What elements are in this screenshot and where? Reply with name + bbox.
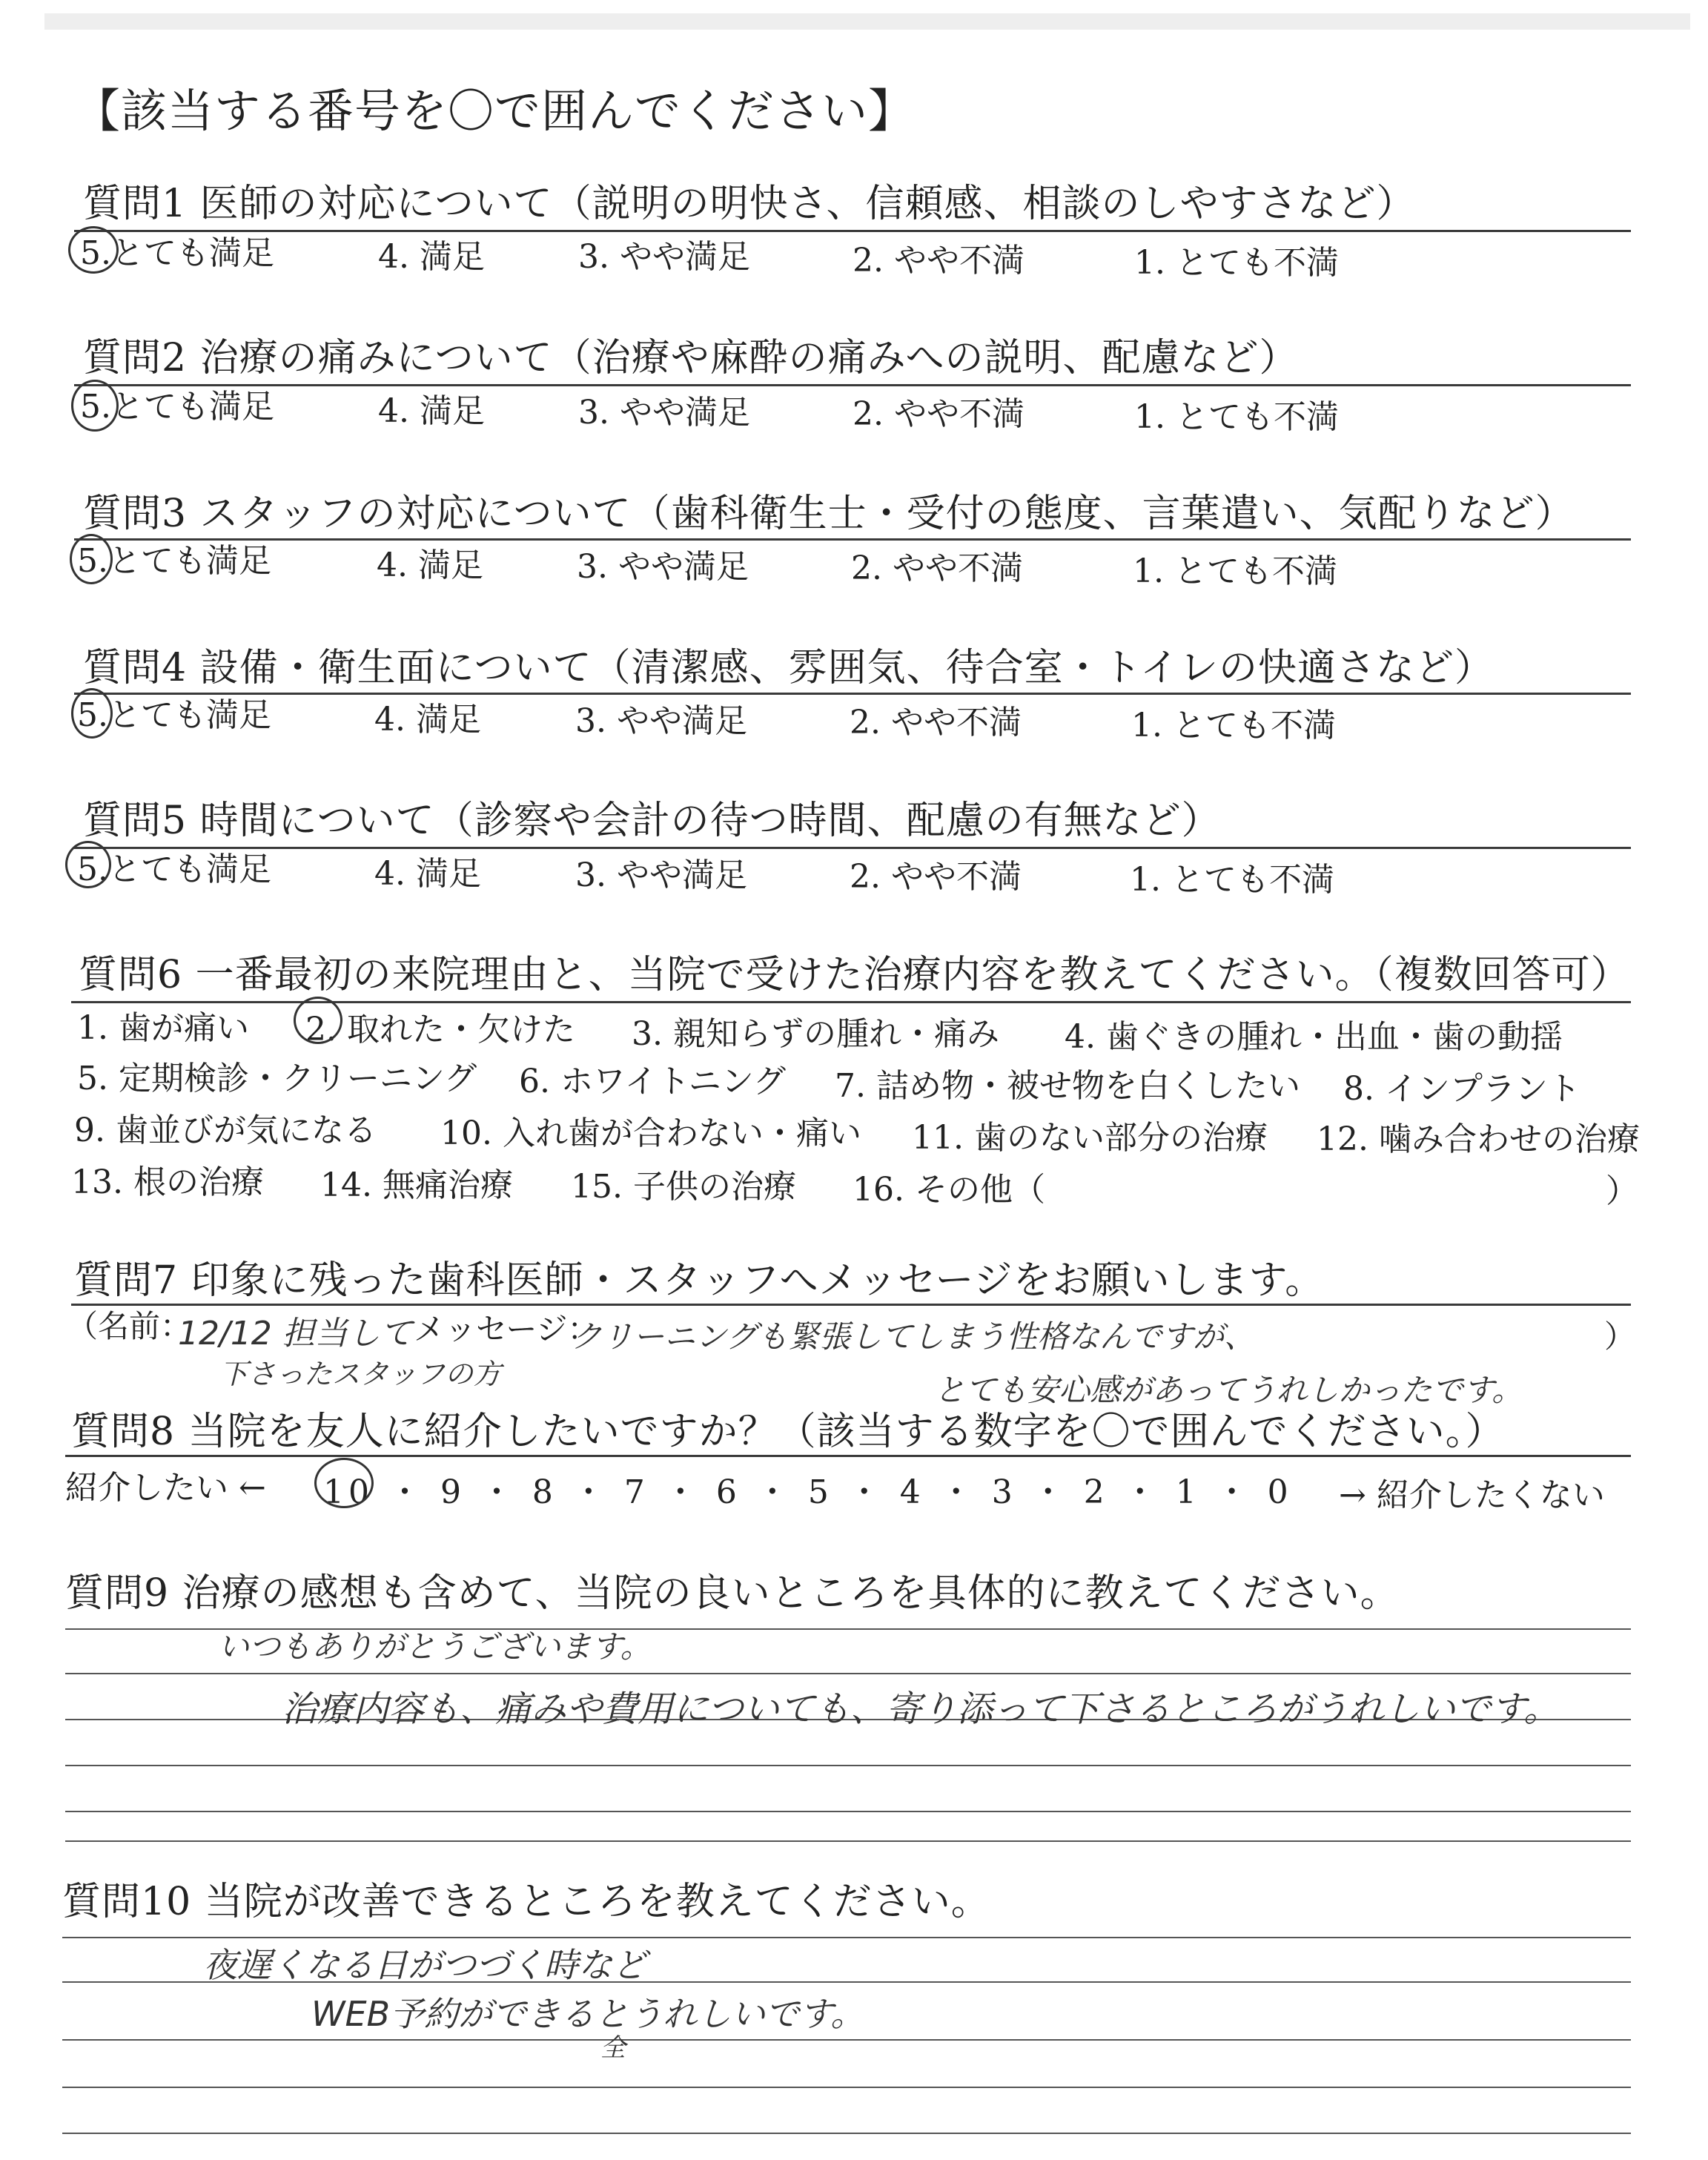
scan-edge: [44, 13, 1690, 30]
q7-name-handwritten: 12/12 担当して: [178, 1315, 413, 1353]
q6-opt-3[interactable]: 3. 親知らずの腫れ・痛み: [632, 1015, 999, 1053]
q6-opt-16[interactable]: 16. その他（: [853, 1171, 1045, 1209]
q3-opt5[interactable]: 5.とても満足: [77, 542, 271, 580]
q9-line-4: [65, 1765, 1631, 1766]
q3-opt3[interactable]: 3. やや満足: [577, 548, 749, 586]
q6-opt-4[interactable]: 4. 歯ぐきの腫れ・出血・歯の動揺: [1065, 1018, 1563, 1056]
q2-opt3[interactable]: 3. やや満足: [578, 394, 750, 432]
q8-scale[interactable]: 10 ・ 9 ・ 8 ・ 7 ・ 6 ・ 5 ・ 4 ・ 3 ・ 2 ・ 1 ・ 0: [323, 1473, 1293, 1511]
q5-opt1[interactable]: 1. とても不満: [1130, 861, 1334, 899]
q6-opt-7[interactable]: 7. 詰め物・被せ物を白くしたい: [835, 1067, 1300, 1105]
q10-line-5: [62, 2133, 1631, 2134]
q6-opt-5[interactable]: 5. 定期検診・クリーニング: [77, 1060, 477, 1097]
q10-handwritten-1: 夜遅くなる日がつづく時など: [203, 1945, 646, 1985]
q9-line-5: [65, 1811, 1631, 1812]
q3-opt1[interactable]: 1. とても不満: [1133, 552, 1337, 590]
q8-left-label: 紹介したい ←: [65, 1469, 266, 1507]
q5-title: 質問5 時間について（診察や会計の待つ時間、配慮の有無など）: [83, 799, 1221, 843]
q1-selection-circle: [68, 226, 119, 274]
q6-opt-12[interactable]: 12. 噛み合わせの治療: [1317, 1120, 1640, 1158]
q1-opt3[interactable]: 3. やや満足: [578, 238, 750, 276]
q7-message-label: メッセージ：: [414, 1311, 599, 1347]
q6-opt-11[interactable]: 11. 歯のない部分の治療: [912, 1119, 1268, 1157]
q9-line-6: [65, 1840, 1631, 1842]
q7-name-handwritten-2: 下さったスタッフの方: [219, 1358, 502, 1390]
q1-rule: [74, 230, 1631, 232]
q2-rule: [74, 384, 1631, 386]
q5-opt4[interactable]: 4. 満足: [374, 855, 481, 893]
q4-rule: [74, 693, 1631, 695]
q1-opt5[interactable]: 5.とても満足: [80, 234, 274, 272]
q9-line-2: [65, 1673, 1631, 1674]
q3-opt2[interactable]: 2. やや不満: [851, 549, 1023, 587]
q2-selection-circle: [71, 380, 119, 432]
q8-right-label: → 紹介したくない: [1339, 1476, 1605, 1514]
q10-handwritten-2: WEB予約ができるとうれしいです。: [311, 1994, 865, 2034]
q4-opt3[interactable]: 3. やや満足: [575, 702, 747, 740]
q6-opt-8[interactable]: 8. インプラント: [1343, 1070, 1580, 1108]
q1-opt4[interactable]: 4. 満足: [378, 238, 485, 276]
q2-opt4[interactable]: 4. 満足: [378, 392, 485, 430]
q10-handwritten-3: 全: [600, 2033, 626, 2063]
q6-opt-1[interactable]: 1. 歯が痛い: [77, 1009, 249, 1047]
q9-handwritten-2: 治療内容も、痛みや費用についても、寄り添って下さるところがうれしいです。: [282, 1688, 1560, 1730]
q4-title: 質問4 設備・衛生面について（清潔感、雰囲気、待合室・トイレの快適さなど）: [83, 646, 1494, 690]
q8-rule: [65, 1455, 1631, 1457]
q4-opt4[interactable]: 4. 満足: [374, 701, 481, 739]
q4-opt2[interactable]: 2. やや不満: [850, 704, 1022, 742]
page-title: 【該当する番号を〇で囲んでください】: [74, 84, 916, 138]
q1-opt1[interactable]: 1. とても不満: [1134, 244, 1339, 282]
q7-title: 質問7 印象に残った歯科医師・スタッフへメッセージをお願いします。: [74, 1258, 1325, 1303]
q3-selection-circle: [70, 534, 113, 584]
q6-title: 質問6 一番最初の来院理由と、当院で受けた治療内容を教えてください。（複数回答可）: [79, 953, 1630, 997]
q5-opt3[interactable]: 3. やや満足: [575, 856, 747, 894]
q7-close-paren: ）: [1604, 1318, 1636, 1355]
q8-title: 質問8 当院を友人に紹介したいですか？（該当する数字を〇で囲んでください。）: [71, 1410, 1505, 1454]
q6-opt-9[interactable]: 9. 歯並びが気になる: [74, 1112, 377, 1149]
q4-selection-circle: [71, 688, 113, 739]
q5-selection-circle: [65, 841, 111, 888]
q6-opt-13[interactable]: 13. 根の治療: [71, 1163, 264, 1201]
q4-opt5[interactable]: 5.とても満足: [77, 696, 271, 734]
q1-opt2[interactable]: 2. やや不満: [853, 242, 1025, 280]
q3-rule: [74, 538, 1631, 541]
q10-line-4: [62, 2087, 1631, 2088]
q6-opt-2[interactable]: 2. 取れた・欠けた: [305, 1011, 575, 1048]
q9-title: 質問9 治療の感想も含めて、当院の良いところを具体的に教えてください。: [65, 1571, 1400, 1616]
q6-opt-14[interactable]: 14. 無痛治療: [320, 1166, 513, 1204]
q6-opt-16-close: ）: [1606, 1172, 1638, 1210]
q5-opt2[interactable]: 2. やや不満: [850, 858, 1022, 896]
q5-opt5[interactable]: 5.とても満足: [77, 851, 271, 888]
q7-message-handwritten-1: クリーニングも緊張してしまう性格なんですが、: [571, 1318, 1256, 1355]
q3-title: 質問3 スタッフの対応について（歯科衛生士・受付の態度、言葉遣い、気配りなど）: [83, 492, 1575, 536]
q7-name-label: （名前：: [67, 1308, 192, 1344]
q8-selection-circle: [314, 1458, 374, 1508]
q3-opt4[interactable]: 4. 満足: [377, 546, 483, 584]
q7-rule: [71, 1304, 1631, 1306]
q7-message-handwritten-2: とても安心感があってうれしかったです。: [934, 1372, 1523, 1408]
q6-opt-10[interactable]: 10. 入れ歯が合わない・痛い: [440, 1114, 861, 1152]
q1-title: 質問1 医師の対応について（説明の明快さ、信頼感、相談のしやすさなど）: [83, 182, 1416, 226]
q2-title: 質問2 治療の痛みについて（治療や麻酔の痛みへの説明、配慮など）: [83, 336, 1299, 380]
q2-opt1[interactable]: 1. とても不満: [1134, 398, 1339, 436]
q10-line-3: [62, 2039, 1631, 2041]
q2-opt5[interactable]: 5.とても満足: [80, 388, 274, 426]
q9-handwritten-1: いつもありがとうございます。: [218, 1628, 652, 1665]
q6-opt-15[interactable]: 15. 子供の治療: [571, 1168, 796, 1206]
q5-rule: [74, 847, 1631, 849]
q6-opt-6[interactable]: 6. ホワイトニング: [519, 1063, 787, 1100]
q2-opt2[interactable]: 2. やや不満: [853, 395, 1025, 433]
q6-selection-circle: [294, 997, 342, 1044]
q10-title: 質問10 当院が改善できるところを教えてください。: [62, 1880, 990, 1924]
q4-opt1[interactable]: 1. とても不満: [1131, 707, 1336, 744]
